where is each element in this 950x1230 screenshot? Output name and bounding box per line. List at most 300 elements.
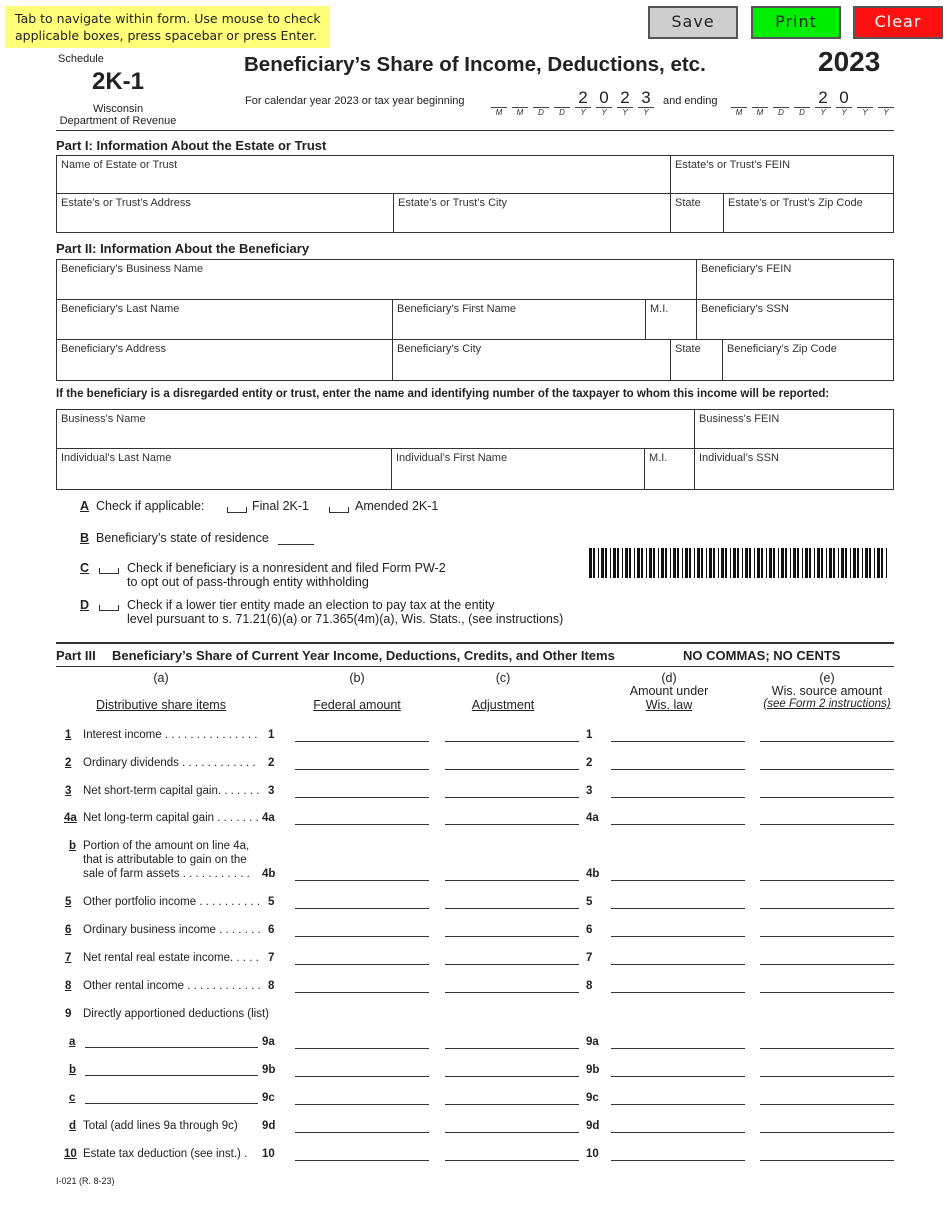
begin-date-digit-box[interactable]: 2 [617,89,633,108]
business-name-input[interactable] [60,428,691,446]
beneficiary-city-input[interactable] [396,360,667,378]
federal-amount-input[interactable] [295,752,429,770]
wis-law-amount-input[interactable] [611,1031,745,1049]
barcode-bar [721,548,724,578]
business-fein-cell [695,410,893,449]
begin-date-digit-box[interactable] [491,89,507,108]
wis-source-amount-input[interactable] [760,1031,894,1049]
federal-amount-input[interactable] [295,1115,429,1133]
barcode-bar [589,548,592,578]
line-ref-right: 8 [586,980,593,992]
wis-source-amount-input[interactable] [760,947,894,965]
wis-law-amount-input[interactable] [611,975,745,993]
barcode-bar [742,548,743,578]
wis-source-amount-input[interactable] [760,724,894,742]
barcode-bar [730,548,731,578]
line-number: b [69,1064,77,1076]
beneficiary-business-label: Beneficiary's Business Name [61,263,204,275]
begin-date-digit-label: Y [580,108,586,117]
estate-zip-cell [724,194,893,232]
print-button[interactable]: Print [751,6,841,39]
wis-law-amount-input[interactable] [611,1143,745,1161]
estate-address-label: Estate’s or Trust’s Address [61,197,191,209]
barcode-bar [658,548,659,578]
estate-city-cell [394,194,671,232]
final-2k1-label: Final 2K-1 [252,499,309,513]
beneficiary-address-input[interactable] [60,360,389,378]
item-d-letter: D [80,598,90,612]
adjustment-input[interactable] [445,1059,579,1077]
wis-source-amount-input[interactable] [760,1143,894,1161]
final-2k1-checkbox[interactable] [227,507,247,513]
estate-name-input[interactable] [60,173,667,191]
end-date-digit-box[interactable]: 2 [815,89,831,108]
part3-note: NO COMMAS; NO CENTS [683,648,841,663]
beneficiary-business-input[interactable] [60,279,693,297]
end-date-digit-box[interactable] [878,89,894,108]
barcode-bar [790,548,791,578]
deduction-list-input[interactable] [85,1086,258,1104]
col-b-letter: (b) [349,671,365,685]
beneficiary-lastname-cell [57,300,393,340]
wis-law-amount-input[interactable] [611,724,745,742]
line-description: Net short-term capital gain. . . . . . . [83,785,260,797]
wis-source-amount-input[interactable] [760,975,894,993]
barcode-image [589,548,891,578]
adjustment-input[interactable] [445,1143,579,1161]
item-c-letter: C [80,561,90,575]
barcode-bar [749,548,751,578]
federal-amount-input[interactable] [295,891,429,909]
barcode-bar [637,548,640,578]
barcode-bar [869,548,871,578]
col-d-heading-2: Wis. law [645,698,693,712]
federal-amount-input[interactable] [295,863,429,881]
estate-state-input[interactable] [674,212,720,230]
line-ref-left: 9b [262,1064,276,1076]
barcode-bar [769,548,772,578]
wis-source-amount-input[interactable] [760,807,894,825]
schedule-label: Schedule [58,53,104,65]
barcode-bar [682,548,683,578]
estate-name-cell [57,156,671,194]
beneficiary-address-cell [57,340,393,380]
wis-law-amount-input[interactable] [611,780,745,798]
wis-source-amount-input[interactable] [760,1115,894,1133]
beneficiary-city-cell [393,340,671,380]
barcode-bar [673,548,676,578]
begin-date-group [491,89,661,119]
col-d-letter: (d) [661,671,677,685]
individual-lastname-input[interactable] [60,469,388,487]
business-fein-label: Business's FEIN [699,413,780,425]
col-e-heading-2: (see Form 2 instructions) [763,698,891,710]
line-number: 8 [65,980,72,992]
estate-zip-label: Estate’s or Trust’s Zip Code [728,197,863,209]
line-number: a [69,1036,76,1048]
beneficiary-mi-label: M.I. [650,303,669,315]
adjustment-input[interactable] [445,724,579,742]
federal-amount-input[interactable] [295,1143,429,1161]
line-ref-right: 10 [586,1148,599,1160]
barcode-bar [778,548,779,578]
form-revision: I-021 (R. 8-23) [56,1176,115,1186]
line-number: 6 [65,924,72,936]
col-b-heading: Federal amount [313,698,401,712]
end-date-digit-box[interactable] [752,89,768,108]
barcode-bar [862,548,863,578]
line-number: c [69,1092,76,1104]
adjustment-input[interactable] [445,891,579,909]
end-date-digit-label: D [799,108,805,117]
line-ref-left: 10 [262,1148,275,1160]
estate-city-input[interactable] [397,212,667,230]
begin-date-digit-label: M [495,108,503,117]
barcode-bar [601,548,604,578]
line-description: Net long-term capital gain . . . . . . . [83,812,259,824]
line-ref-left: 9a [262,1036,275,1048]
line-description: Estate tax deduction (see inst.) . [83,1148,248,1160]
estate-zip-input[interactable] [727,212,890,230]
part3-divider [56,666,894,667]
begin-date-digit-box[interactable]: 2 [575,89,591,108]
adjustment-input[interactable] [445,1087,579,1105]
barcode-bar [625,548,628,578]
line-number: 10 [64,1148,77,1160]
individual-ssn-input[interactable] [698,469,890,487]
line-description: Other portfolio income . . . . . . . . . . [83,896,261,908]
deduction-list-input[interactable] [85,1030,258,1048]
barcode-bar [785,548,787,578]
beneficiary-fein-label: Beneficiary’s FEIN [701,263,792,275]
barcode-bar [761,548,763,578]
federal-amount-input[interactable] [295,975,429,993]
barcode-bar [874,548,875,578]
end-date-digit-box[interactable] [731,89,747,108]
item-b-text: Beneficiary’s state of residence [96,531,269,545]
line-description: that is attributable to gain on the [83,854,247,866]
estate-state-label: State [675,197,701,209]
barcode-bar [802,548,803,578]
beneficiary-lastname-input[interactable] [60,319,389,337]
line-description: Ordinary business income . . . . . . . [83,924,261,936]
line-description: Directly apportioned deductions (list) [83,1008,270,1020]
federal-amount-input[interactable] [295,947,429,965]
line-ref-right: 9b [586,1064,600,1076]
wis-law-amount-input[interactable] [611,752,745,770]
adjustment-input[interactable] [445,1115,579,1133]
barcode-bar [709,548,712,578]
line-number: 9 [65,1008,72,1020]
end-date-digit-label: Y [841,108,847,117]
item-c-text1: Check if beneficiary is a nonresident and filed Form PW-2 [127,561,446,575]
estate-name-label: Name of Estate or Trust [61,159,178,171]
part1-title: Part I: Information About the Estate or Trust [56,138,327,153]
begin-date-digit-box[interactable] [554,89,570,108]
estate-address-input[interactable] [60,212,390,230]
business-name-cell [57,410,695,449]
adjustment-input[interactable] [445,752,579,770]
beneficiary-ssn-cell [697,300,893,340]
adjustment-input[interactable] [445,975,579,993]
department-name: Department of Revenue [59,115,177,127]
barcode-bar [781,548,784,578]
beneficiary-zip-input[interactable] [726,360,890,378]
col-c-heading: Adjustment [471,698,535,712]
barcode-bar [809,548,811,578]
individual-firstname-input[interactable] [395,469,641,487]
barcode-bar [725,548,727,578]
line-ref-right: 1 [586,729,593,741]
barcode-bar [665,548,667,578]
begin-date-digit-label: Y [622,108,628,117]
barcode-bar [713,548,715,578]
beneficiary-city-label: Beneficiary’s City [397,343,482,355]
begin-date-digit-box[interactable] [512,89,528,108]
beneficiary-firstname-cell [393,300,646,340]
line-ref-left: 2 [268,757,275,769]
col-a-heading: Distributive share items [96,698,226,712]
deduction-list-input[interactable] [85,1058,258,1076]
end-date-digit-label: Y [820,108,826,117]
amended-2k1-checkbox[interactable] [329,507,349,513]
barcode-bar [629,548,631,578]
part1-grid [56,155,894,233]
header-divider [56,130,894,131]
line-description: Net rental real estate income. . . . . [83,952,259,964]
federal-amount-input[interactable] [295,1031,429,1049]
barcode-bar [821,548,823,578]
line-description: Other rental income . . . . . . . . . . . . [83,980,261,992]
federal-amount-input[interactable] [295,807,429,825]
end-date-digit-box[interactable]: 0 [836,89,852,108]
barcode-bar [845,548,847,578]
col-a-letter: (a) [153,671,169,685]
barcode-bar [766,548,767,578]
barcode-bar [733,548,736,578]
line-ref-right: 7 [586,952,593,964]
barcode-bar [649,548,652,578]
estate-fein-cell [671,156,893,194]
end-date-digit-box[interactable] [857,89,873,108]
barcode-bar [701,548,703,578]
disregarded-grid [56,409,894,490]
individual-firstname-label: Individual’s First Name [396,452,508,464]
item-c-text2: to opt out of pass-through entity withholding [127,575,369,589]
line-number: 5 [65,896,72,908]
wis-source-amount-input[interactable] [760,1059,894,1077]
begin-date-digit-box[interactable]: 0 [596,89,612,108]
col-d-heading-1: Amount under [629,684,709,698]
pw2-opt-out-checkbox[interactable] [99,568,119,574]
estate-fein-label: Estate’s or Trust’s FEIN [675,159,791,171]
wis-law-amount-input[interactable] [611,807,745,825]
beneficiary-address-label: Beneficiary’s Address [61,343,166,355]
wis-law-amount-input[interactable] [611,891,745,909]
barcode-bar [754,548,755,578]
barcode-bar [826,548,827,578]
end-date-group [731,89,901,119]
end-date-digit-box[interactable] [794,89,810,108]
wis-source-amount-input[interactable] [760,919,894,937]
estate-state-cell [671,194,724,232]
line-ref-left: 6 [268,924,275,936]
barcode-bar [881,548,883,578]
begin-date-digit-label: M [516,108,524,117]
state-of-residence-input[interactable] [278,527,314,545]
beneficiary-fein-input[interactable] [700,279,890,297]
barcode-bar [877,548,880,578]
federal-amount-input[interactable] [295,1059,429,1077]
barcode-bar [617,548,619,578]
form-title: Beneficiary’s Share of Income, Deductions, etc. [244,53,706,76]
line-description: Interest income . . . . . . . . . . . . . . . [83,729,258,741]
federal-amount-input[interactable] [295,780,429,798]
wis-law-amount-input[interactable] [611,863,745,881]
line-ref-left: 1 [268,729,275,741]
barcode-bar [689,548,691,578]
beneficiary-state-cell [671,340,723,380]
save-button[interactable]: Save [648,6,738,39]
part3-title: Beneficiary’s Share of Current Year Income, Deductions, Credits, and Other Items [112,648,615,663]
line-number: b [69,840,77,852]
beneficiary-mi-input[interactable] [649,319,693,337]
entity-election-checkbox[interactable] [99,605,119,611]
wis-source-amount-input[interactable] [760,891,894,909]
individual-ssn-cell [695,449,893,489]
wis-law-amount-input[interactable] [611,1115,745,1133]
barcode-bar [841,548,844,578]
adjustment-input[interactable] [445,1031,579,1049]
beneficiary-lastname-label: Beneficiary’s Last Name [61,303,180,315]
barcode-bar [853,548,856,578]
barcode-bar [797,548,799,578]
adjustment-input[interactable] [445,919,579,937]
wis-source-amount-input[interactable] [760,863,894,881]
barcode-bar [661,548,664,578]
barcode-bar [745,548,748,578]
period-text: For calendar year 2023 or tax year beginning [245,95,465,107]
part3-prefix: Part III [56,648,96,663]
barcode-bar [694,548,695,578]
barcode-bar [697,548,700,578]
barcode-bar [613,548,616,578]
line-ref-left: 9c [262,1092,275,1104]
beneficiary-zip-cell [723,340,893,380]
tax-year: 2023 [818,46,881,77]
beneficiary-mi-cell [646,300,697,340]
line-ref-right: 9a [586,1036,599,1048]
barcode-bar [605,548,607,578]
instructions-notice: Tab to navigate within form. Use mouse to check applicable boxes, press spacebar or press Enter. [5,6,330,48]
estate-fein-input[interactable] [674,173,890,191]
beneficiary-state-input[interactable] [674,360,719,378]
barcode-bar [773,548,775,578]
wis-source-amount-input[interactable] [760,752,894,770]
begin-date-digit-label: D [559,108,565,117]
barcode-bar [598,548,599,578]
individual-mi-label: M.I. [649,452,668,464]
barcode-bar [737,548,739,578]
federal-amount-input[interactable] [295,1087,429,1105]
barcode-bar [653,548,655,578]
line-ref-left: 4a [262,812,275,824]
barcode-bar [677,548,679,578]
begin-date-digit-label: Y [601,108,607,117]
business-fein-input[interactable] [698,428,890,446]
item-d-text1: Check if a lower tier entity made an election to pay tax at the entity [127,598,495,612]
wis-source-amount-input[interactable] [760,780,894,798]
barcode-bar [838,548,839,578]
federal-amount-input[interactable] [295,919,429,937]
beneficiary-ssn-input[interactable] [700,319,890,337]
beneficiary-firstname-input[interactable] [396,319,642,337]
barcode-bar [706,548,707,578]
adjustment-input[interactable] [445,807,579,825]
individual-lastname-cell [57,449,392,489]
line-ref-left: 3 [268,785,275,797]
end-date-digit-label: Y [862,108,868,117]
line-number: 1 [65,729,72,741]
begin-date-digit-box[interactable] [533,89,549,108]
line-number: 2 [65,757,72,769]
col-c-letter: (c) [495,671,511,685]
barcode-bar [641,548,643,578]
end-date-digit-label: Y [883,108,889,117]
part2-title: Part II: Information About the Beneficiary [56,241,310,256]
line-ref-right: 2 [586,757,593,769]
business-name-label: Business's Name [61,413,146,425]
line-number: 4a [64,812,77,824]
beneficiary-fein-cell [697,260,893,300]
wis-law-amount-input[interactable] [611,1059,745,1077]
wis-law-amount-input[interactable] [611,947,745,965]
line-number: 7 [65,952,72,964]
barcode-bar [622,548,623,578]
line-number: d [69,1120,77,1132]
barcode-bar [850,548,851,578]
barcode-bar [817,548,820,578]
item-a-letter: A [80,499,90,513]
clear-button[interactable]: Clear [853,6,943,39]
state-name: Wisconsin [92,103,144,115]
barcode-bar [857,548,859,578]
adjustment-input[interactable] [445,947,579,965]
beneficiary-zip-label: Beneficiary’s Zip Code [727,343,837,355]
wis-source-amount-input[interactable] [760,1087,894,1105]
adjustment-input[interactable] [445,780,579,798]
form-number: 2K-1 [91,68,145,95]
begin-date-digit-box[interactable]: 3 [638,89,654,108]
line-ref-left: 9d [262,1120,276,1132]
estate-city-label: Estate’s or Trust’s City [398,197,508,209]
end-date-digit-box[interactable] [773,89,789,108]
individual-mi-input[interactable] [648,469,691,487]
barcode-bar [814,548,815,578]
end-date-digit-label: D [778,108,784,117]
barcode-bar [833,548,835,578]
wis-law-amount-input[interactable] [611,1087,745,1105]
wis-law-amount-input[interactable] [611,919,745,937]
end-date-digit-label: M [756,108,764,117]
end-date-digit-label: M [735,108,743,117]
barcode-bar [718,548,719,578]
adjustment-input[interactable] [445,863,579,881]
col-e-letter: (e) [819,671,835,685]
amended-2k1-label: Amended 2K-1 [355,499,439,513]
barcode-bar [757,548,760,578]
federal-amount-input[interactable] [295,724,429,742]
